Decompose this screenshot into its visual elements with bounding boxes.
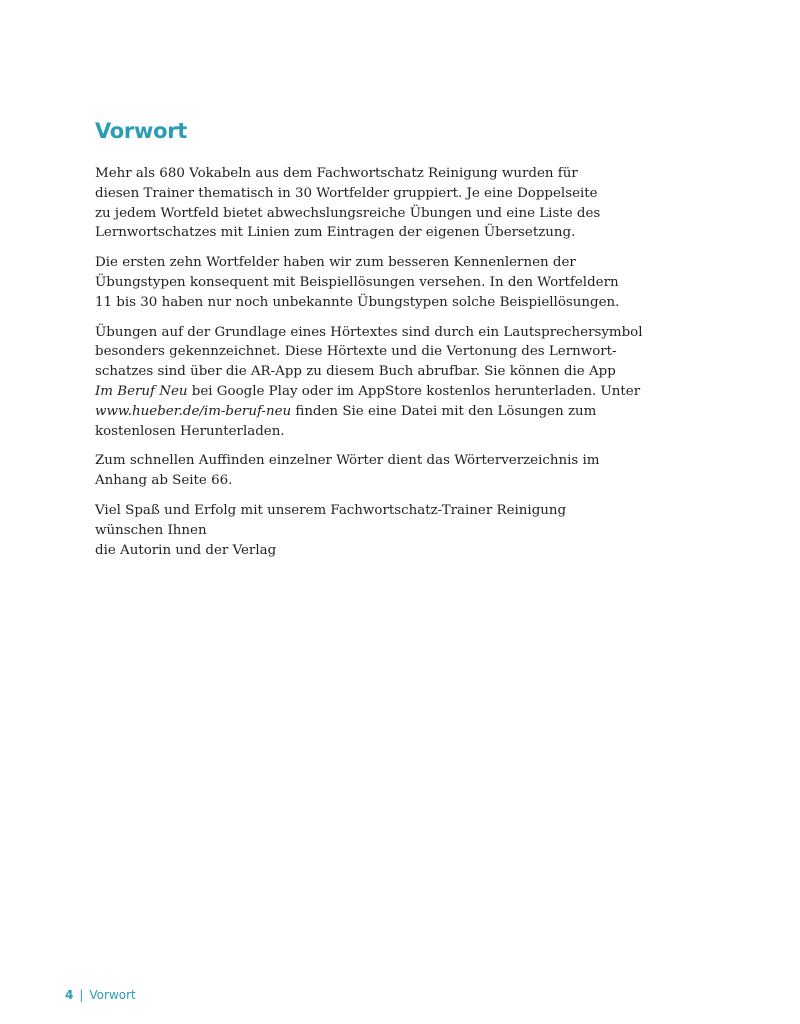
paragraph-3 (95, 323, 643, 442)
text-line: Viel Spaß und Erfolg mit unserem Fachwortschatz-Trainer Reinigung (95, 502, 567, 518)
footer-section-title: Vorwort (89, 988, 136, 1002)
text-segment: bei Google Play oder im AppStore kostenlos herunterladen. Unter (187, 383, 641, 399)
text-line: wünschen Ihnen (95, 522, 207, 538)
text-line: Übungstypen konsequent mit Beispiellösungen versehen. In den Wortfeldern (95, 274, 619, 290)
text-line: schatzes sind über die AR-App zu diesem Buch abrufbar. Sie können die App (95, 364, 616, 380)
text-line: Übungen auf der Grundlage eines Hörtextes sind durch ein Lautsprechersymbol (95, 324, 643, 340)
page-footer (65, 986, 136, 1004)
text-line: kostenlosen Herunterladen. (95, 423, 285, 439)
text-line: Zum schnellen Auffinden einzelner Wörter dient das Wörterverzeichnis im (95, 453, 600, 469)
text-line: besonders gekennzeichnet. Diese Hörtexte und die Vertonung des Lernwort- (95, 344, 617, 360)
text-line (95, 382, 641, 402)
text-segment: finden Sie eine Datei mit den Lösungen zum (291, 403, 597, 419)
text-line: Die ersten zehn Wortfelder haben wir zum besseren Kennenlernen der (95, 255, 576, 271)
footer-separator: | (79, 988, 84, 1002)
paragraph-2 (95, 253, 635, 312)
text-line: 11 bis 30 haben nur noch unbekannte Übungstypen solche Beispiellösungen. (95, 294, 620, 310)
text-line: Mehr als 680 Vokabeln aus dem Fachwortschatz Reinigung wurden für (95, 166, 578, 181)
paragraph-4 (95, 451, 635, 491)
text-line: Lernwortschatzes mit Linien zum Eintragen der eigenen Übersetzung. (95, 225, 576, 241)
paragraph-1 (95, 164, 635, 243)
text-line: Anhang ab Seite 66. (95, 473, 233, 489)
preface-body (95, 164, 643, 570)
text-line: diesen Trainer thematisch in 30 Wortfelder gruppiert. Je eine Doppelseite (95, 185, 598, 201)
app-name: Im Beruf Neu (95, 383, 188, 399)
paragraph-5 (95, 501, 635, 560)
text-line: zu jedem Wortfeld bietet abwechslungsreiche Übungen und eine Liste des (95, 205, 601, 221)
text-line (95, 402, 635, 422)
text-line: die Autorin und der Verlag (95, 542, 277, 558)
page-number: 4 (65, 988, 74, 1002)
web-address: www.hueber.de/im-beruf-neu (95, 403, 292, 419)
page-title: Vorwort (95, 119, 188, 143)
